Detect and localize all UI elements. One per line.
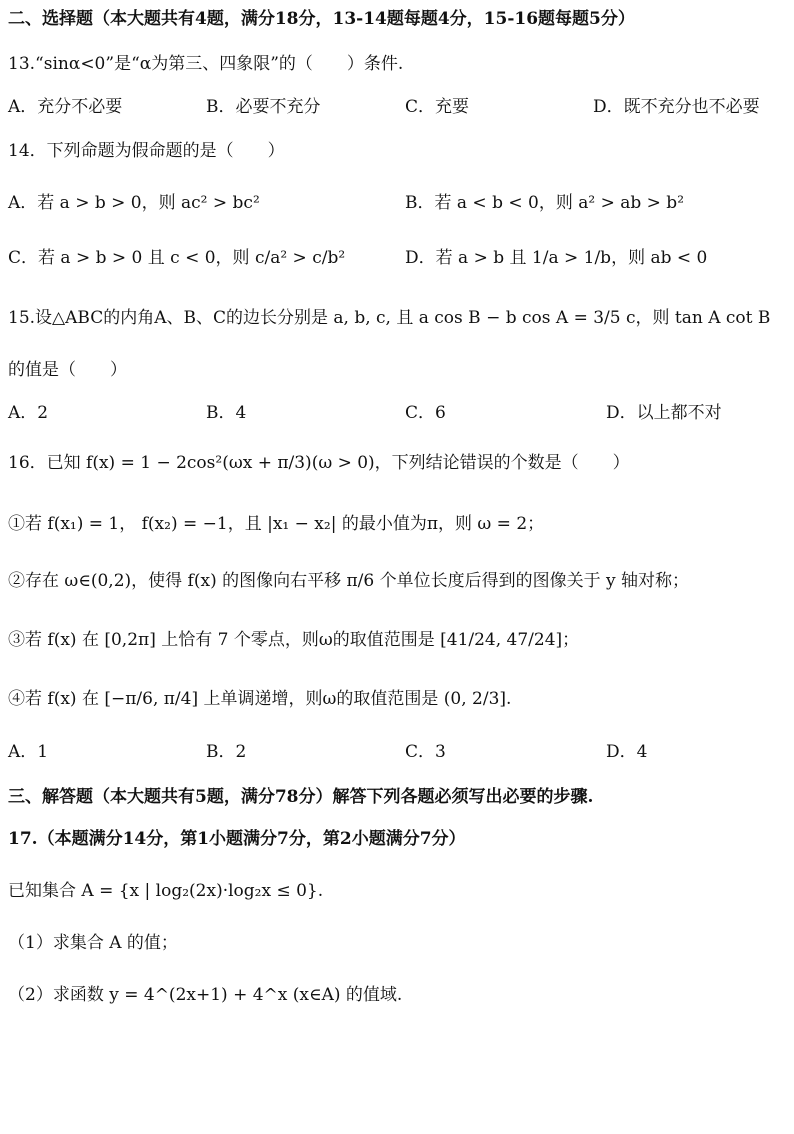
q16-statement-4: ④若 f(x) 在 [−π/6, π/4] 上单调递增，则ω的取值范围是 (0, 2/3].: [8, 689, 512, 709]
q14-option-c: C．若 a > b > 0 且 c < 0，则 c/a² > c/b²: [8, 248, 346, 268]
question-13-stem: 13.“sinα<0”是“α为第三、四象限”的（ ）条件.: [8, 54, 404, 74]
q13-option-d: D．既不充分也不必要: [593, 97, 760, 117]
q14-option-a: A．若 a > b > 0，则 ac² > bc²: [8, 193, 260, 213]
q16-option-a: A．1: [8, 742, 49, 762]
question-15-stem: 15.设△ABC的内角A、B、C的边长分别是 a, b, c, 且 a cos B − b cos A = 3/5 c，则 tan A cot B: [8, 308, 771, 328]
q13-option-b: B．必要不充分: [206, 97, 321, 117]
question-15-stem-continued: 的值是（ ）: [8, 360, 127, 380]
q14-option-b: B．若 a < b < 0，则 a² > ab > b²: [405, 193, 685, 213]
section-2-heading: 二、选择题（本大题共有4题，满分18分，13-14题每题4分，15-16题每题5分）: [8, 9, 635, 29]
q15-option-b: B．4: [206, 403, 247, 423]
q16-statement-1: ①若 f(x₁) = 1， f(x₂) = −1，且 |x₁ − x₂| 的最小值为π，则 ω = 2；: [8, 514, 545, 534]
q15-option-d: D．以上都不对: [606, 403, 722, 423]
q13-option-c: C．充要: [405, 97, 470, 117]
question-17-heading: 17.（本题满分14分，第1小题满分7分，第2小题满分7分）: [8, 829, 466, 849]
q16-option-d: D．4: [606, 742, 648, 762]
q16-statement-3: ③若 f(x) 在 [0,2π] 上恰有 7 个零点，则ω的取值范围是 [41/24, 47/24]；: [8, 630, 580, 650]
question-17-part-2: （2）求函数 y = 4^(2x+1) + 4^x (x∈A) 的值域.: [8, 985, 403, 1005]
q16-option-b: B．2: [206, 742, 247, 762]
question-17-given: 已知集合 A = {x | log₂(2x)·log₂x ≤ 0}.: [8, 881, 324, 901]
q13-option-a: A．充分不必要: [8, 97, 123, 117]
question-14-stem: 14．下列命题为假命题的是（ ）: [8, 141, 285, 161]
q14-option-d: D．若 a > b 且 1/a > 1/b，则 ab < 0: [405, 248, 708, 268]
question-16-stem: 16．已知 f(x) = 1 − 2cos²(ωx + π/3)(ω > 0)，下列结论错误的个数是（ ）: [8, 453, 630, 473]
q15-option-a: A．2: [8, 403, 49, 423]
section-3-heading: 三、解答题（本大题共有5题，满分78分）解答下列各题必须写出必要的步骤.: [8, 787, 594, 807]
q16-statement-2: ②存在 ω∈(0,2)，使得 f(x) 的图像向右平移 π/6 个单位长度后得到的图像关于 y 轴对称；: [8, 571, 690, 591]
q15-option-c: C．6: [405, 403, 446, 423]
question-17-part-1: （1）求集合 A 的值；: [8, 933, 178, 953]
q16-option-c: C．3: [405, 742, 446, 762]
